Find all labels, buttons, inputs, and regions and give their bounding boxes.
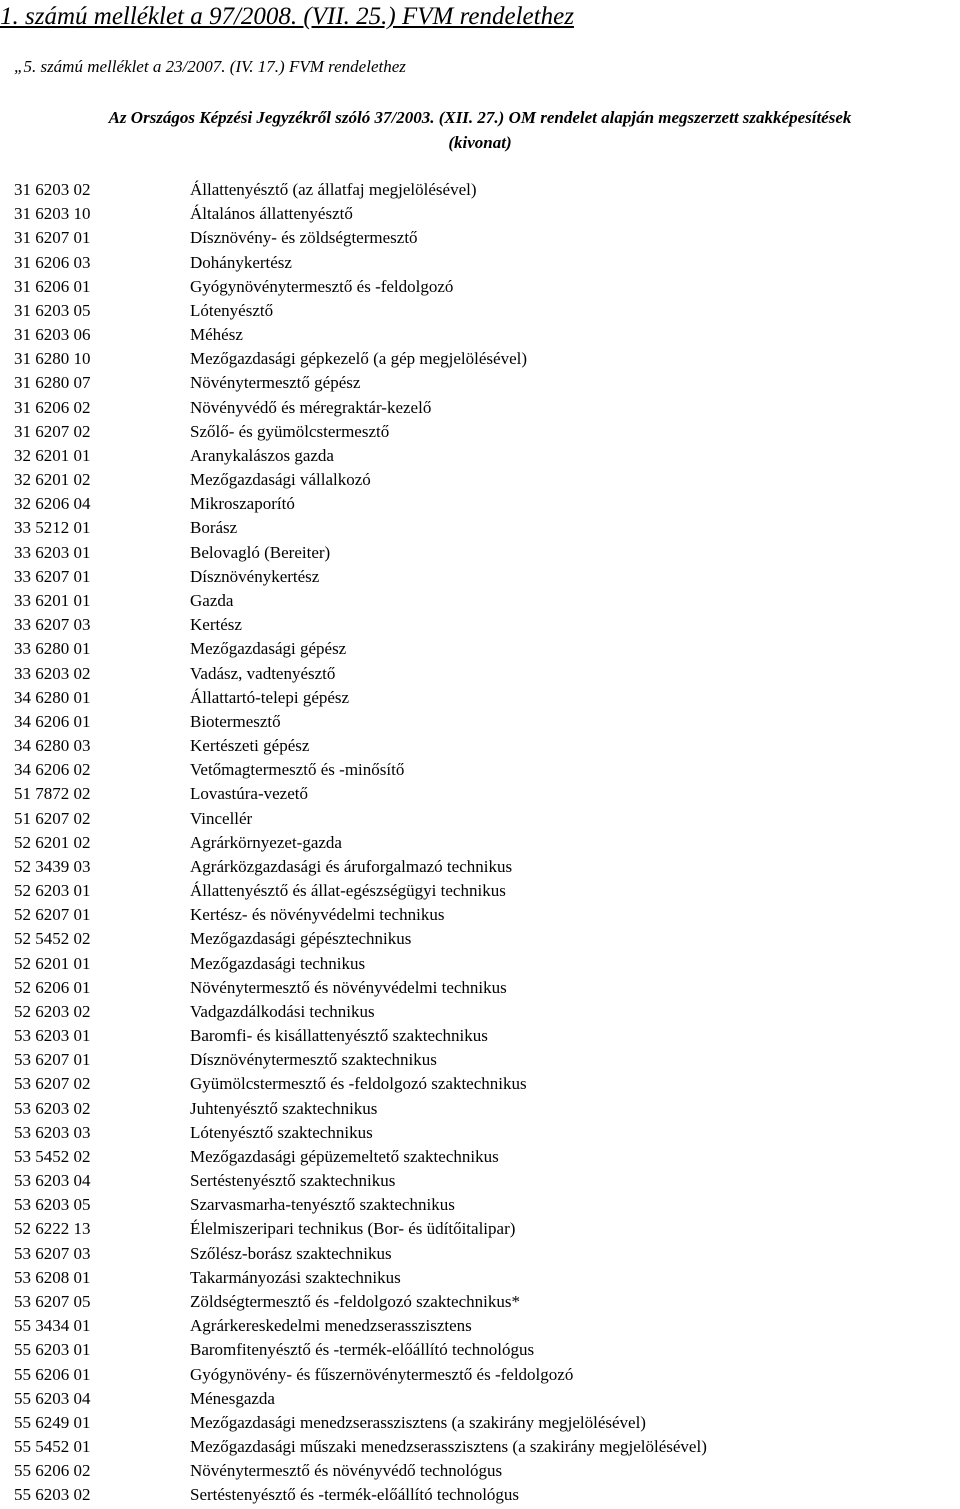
- qualification-row: [14, 251, 944, 275]
- qualification-row: [14, 202, 944, 226]
- qualification-row: [14, 275, 944, 299]
- qualification-row: [14, 1072, 944, 1096]
- qualification-name: Dísznövénytermesztő szaktechnikus: [190, 1050, 437, 1070]
- qualification-row: [14, 468, 944, 492]
- qualification-row: [14, 1314, 944, 1338]
- qualification-code: 31 6203 06: [14, 325, 91, 345]
- qualification-code: 31 6203 02: [14, 180, 91, 200]
- qualification-code: 53 6208 01: [14, 1267, 91, 1287]
- qualification-name: Juhtenyésztő szaktechnikus: [190, 1098, 378, 1118]
- document-title: 1. számú melléklet a 97/2008. (VII. 25.) FVM rendelethez: [0, 3, 574, 30]
- qualification-code: 33 6280 01: [14, 639, 91, 659]
- qualification-code: 55 5452 01: [14, 1437, 91, 1457]
- qualification-row: [14, 855, 944, 879]
- qualification-code: 34 6280 03: [14, 736, 91, 756]
- qualification-name: Dohánykertész: [190, 252, 292, 272]
- qualification-row: [14, 879, 944, 903]
- qualification-name: Mezőgazdasági gépüzemeltető szaktechnikus: [190, 1146, 499, 1166]
- qualification-row: [14, 589, 944, 613]
- qualification-code: 31 6206 02: [14, 397, 91, 417]
- qualification-row: [14, 347, 944, 371]
- qualification-code: 33 5212 01: [14, 518, 91, 538]
- qualification-code: 52 6201 02: [14, 832, 91, 852]
- qualification-name: Mezőgazdasági gépkezelő (a gép megjelölésével): [190, 349, 528, 369]
- qualification-code: 31 6206 01: [14, 276, 91, 296]
- list-heading-note: (kivonat): [448, 133, 512, 152]
- qualification-row: [14, 420, 944, 444]
- qualification-code: 31 6207 01: [14, 228, 91, 248]
- qualification-code: 52 3439 03: [14, 856, 91, 876]
- qualification-code: 53 6203 04: [14, 1171, 91, 1191]
- qualification-name: Szőlész-borász szaktechnikus: [190, 1243, 392, 1263]
- qualification-code: 53 6203 02: [14, 1098, 91, 1118]
- qualification-name: Szarvasmarha-tenyésztő szaktechnikus: [190, 1195, 455, 1215]
- qualification-code: 55 6203 04: [14, 1388, 91, 1408]
- qualification-name: Belovagló (Bereiter): [190, 542, 331, 562]
- qualification-name: Vadász, vadtenyésztő: [190, 663, 336, 683]
- qualification-name: Agrárkereskedelmi menedzserasszisztens: [190, 1316, 472, 1336]
- qualification-code: 52 6201 01: [14, 953, 91, 973]
- qualification-name: Dísznövénykertész: [190, 566, 320, 586]
- qualification-name: Gyógynövény- és fűszernövénytermesztő és -feldolgozó: [190, 1364, 574, 1384]
- qualification-row: [14, 927, 944, 951]
- qualification-name: Állattenyésztő és állat-egészségügyi technikus: [190, 881, 506, 901]
- qualification-name: Baromfitenyésztő és -termék-előállító technológus: [190, 1340, 535, 1360]
- qualification-name: Mezőgazdasági menedzserasszisztens (a szakirány megjelölésével): [190, 1412, 646, 1432]
- qualification-name: Állattenyésztő (az állatfaj megjelölésével): [190, 180, 477, 200]
- qualification-row: [14, 1169, 944, 1193]
- qualification-row: [14, 396, 944, 420]
- qualification-code: 55 6203 02: [14, 1485, 91, 1505]
- qualification-name: Mezőgazdasági műszaki menedzserasszisztens (a szakirány megjelölésével): [190, 1437, 707, 1457]
- qualification-code: 31 6280 10: [14, 349, 91, 369]
- qualification-row: [14, 541, 944, 565]
- qualification-row: [14, 1459, 944, 1483]
- qualification-code: 31 6203 10: [14, 204, 91, 224]
- qualification-name: Mezőgazdasági gépésztechnikus: [190, 929, 412, 949]
- qualification-row: [14, 686, 944, 710]
- qualification-code: 55 6203 01: [14, 1340, 91, 1360]
- qualification-name: Kertész: [190, 615, 242, 635]
- qualification-code: 32 6201 02: [14, 470, 91, 490]
- qualification-name: Növényvédő és méregraktár-kezelő: [190, 397, 432, 417]
- qualification-row: [14, 661, 944, 685]
- qualification-code: 52 6222 13: [14, 1219, 91, 1239]
- qualification-row: [14, 976, 944, 1000]
- qualification-row: [14, 1362, 944, 1386]
- qualification-code: 55 6249 01: [14, 1412, 91, 1432]
- qualification-code: 51 6207 02: [14, 808, 91, 828]
- qualification-row: [14, 952, 944, 976]
- qualification-name: Kertész- és növényvédelmi technikus: [190, 905, 445, 925]
- qualification-name: Vincellér: [190, 808, 253, 828]
- qualification-name: Mezőgazdasági vállalkozó: [190, 470, 371, 490]
- qualification-row: [14, 1411, 944, 1435]
- qualification-row: [14, 1242, 944, 1266]
- qualification-row: [14, 1097, 944, 1121]
- qualification-name: Lovastúra-vezető: [190, 784, 308, 804]
- qualification-row: [14, 299, 944, 323]
- qualification-name: Általános állattenyésztő: [190, 204, 353, 224]
- qualification-code: 31 6203 05: [14, 300, 91, 320]
- qualification-code: 33 6207 01: [14, 566, 91, 586]
- qualification-name: Baromfi- és kisállattenyésztő szaktechnikus: [190, 1026, 488, 1046]
- qualification-name: Élelmiszeripari technikus (Bor- és üdítőitalipar): [190, 1219, 516, 1239]
- qualification-row: [14, 323, 944, 347]
- qualification-name: Növénytermesztő gépész: [190, 373, 361, 393]
- qualification-row: [14, 903, 944, 927]
- document-subtitle: „5. számú melléklet a 23/2007. (IV. 17.) FVM rendelethez: [14, 57, 406, 76]
- qualification-row: [14, 1000, 944, 1024]
- qualification-name: Sertéstenyésztő szaktechnikus: [190, 1171, 396, 1191]
- qualification-row: [14, 1387, 944, 1411]
- qualification-name: Agrárkörnyezet-gazda: [190, 832, 342, 852]
- qualification-row: [14, 831, 944, 855]
- qualification-code: 31 6206 03: [14, 252, 91, 272]
- qualification-code: 32 6206 04: [14, 494, 91, 514]
- qualification-code: 53 6207 01: [14, 1050, 91, 1070]
- qualification-row: [14, 492, 944, 516]
- qualification-row: [14, 1266, 944, 1290]
- qualification-row: [14, 1217, 944, 1241]
- qualification-row: [14, 371, 944, 395]
- qualification-code: 51 7872 02: [14, 784, 91, 804]
- qualification-code: 34 6206 02: [14, 760, 91, 780]
- qualification-code: 53 6203 03: [14, 1122, 91, 1142]
- qualification-code: 55 6206 02: [14, 1461, 91, 1481]
- qualification-code: 31 6207 02: [14, 421, 91, 441]
- qualification-name: Növénytermesztő és növényvédő technológus: [190, 1461, 503, 1481]
- qualification-name: Állattartó-telepi gépész: [190, 687, 350, 707]
- qualification-name: Mezőgazdasági technikus: [190, 953, 366, 973]
- qualification-row: [14, 1435, 944, 1459]
- qualification-code: 34 6280 01: [14, 687, 91, 707]
- qualification-code: 33 6201 01: [14, 591, 91, 610]
- qualification-code: 33 6207 03: [14, 615, 91, 635]
- qualification-row: [14, 1290, 944, 1314]
- qualification-code: 52 6203 01: [14, 881, 91, 901]
- qualification-name: Vadgazdálkodási technikus: [190, 1001, 375, 1021]
- qualification-row: [14, 806, 944, 830]
- qualification-row: [14, 565, 944, 589]
- qualification-row: [14, 637, 944, 661]
- qualification-code: 53 6207 03: [14, 1243, 91, 1263]
- qualification-code: 52 6203 02: [14, 1001, 91, 1021]
- qualification-code: 33 6203 01: [14, 542, 91, 562]
- qualification-name: Vetőmagtermesztő és -minősítő: [190, 760, 405, 780]
- qualification-name: Lótenyésztő szaktechnikus: [190, 1122, 373, 1142]
- list-heading: Az Országos Képzési Jegyzékről szóló 37/2003. (XII. 27.) OM rendelet alapján megszerzett szakképesítések: [108, 108, 852, 127]
- qualification-row: [14, 226, 944, 250]
- qualification-name: Gyümölcstermesztő és -feldolgozó szaktechnikus: [190, 1074, 527, 1094]
- qualification-name: Gazda: [190, 591, 234, 610]
- qualification-name: Biotermesztő: [190, 711, 281, 731]
- qualification-name: Szőlő- és gyümölcstermesztő: [190, 421, 390, 441]
- qualification-code: 53 6203 05: [14, 1195, 91, 1215]
- qualification-name: Méhész: [190, 325, 243, 345]
- qualification-code: 53 5452 02: [14, 1146, 91, 1166]
- qualification-row: [14, 758, 944, 782]
- qualification-code: 52 6206 01: [14, 977, 91, 997]
- qualification-name: Takarmányozási szaktechnikus: [190, 1267, 401, 1287]
- qualification-name: Borász: [190, 518, 238, 538]
- qualification-list: [14, 178, 944, 1507]
- qualification-row: [14, 1145, 944, 1169]
- qualification-row: [14, 710, 944, 734]
- qualification-name: Ménesgazda: [190, 1388, 275, 1408]
- qualification-code: 53 6203 01: [14, 1026, 91, 1046]
- qualification-name: Zöldségtermesztő és -feldolgozó szaktechnikus*: [190, 1291, 520, 1311]
- qualification-name: Növénytermesztő és növényvédelmi technikus: [190, 977, 507, 997]
- qualification-name: Mezőgazdasági gépész: [190, 639, 347, 659]
- qualification-code: 32 6201 01: [14, 445, 91, 465]
- qualification-name: Aranykalászos gazda: [190, 445, 334, 465]
- qualification-code: 31 6280 07: [14, 373, 91, 393]
- qualification-row: [14, 734, 944, 758]
- qualification-row: [14, 782, 944, 806]
- qualification-code: 55 3434 01: [14, 1316, 91, 1336]
- qualification-name: Sertéstenyésztő és -termék-előállító technológus: [190, 1485, 520, 1505]
- qualification-code: 53 6207 02: [14, 1074, 91, 1094]
- qualification-row: [14, 1048, 944, 1072]
- qualification-row: [14, 444, 944, 468]
- qualification-row: [14, 1483, 944, 1507]
- qualification-row: [14, 516, 944, 540]
- qualification-row: [14, 1193, 944, 1217]
- qualification-row: [14, 1121, 944, 1145]
- qualification-code: 33 6203 02: [14, 663, 91, 683]
- qualification-code: 34 6206 01: [14, 711, 91, 731]
- qualification-row: [14, 1024, 944, 1048]
- qualification-name: Gyógynövénytermesztő és -feldolgozó: [190, 276, 454, 296]
- qualification-name: Dísznövény- és zöldségtermesztő: [190, 228, 418, 248]
- qualification-name: Kertészeti gépész: [190, 736, 310, 756]
- qualification-code: 53 6207 05: [14, 1291, 91, 1311]
- qualification-code: 52 5452 02: [14, 929, 91, 949]
- qualification-row: [14, 1338, 944, 1362]
- qualification-code: 52 6207 01: [14, 905, 91, 925]
- qualification-row: [14, 613, 944, 637]
- qualification-name: Mikroszaporító: [190, 494, 295, 514]
- qualification-row: [14, 178, 944, 202]
- qualification-name: Agrárközgazdasági és áruforgalmazó technikus: [190, 856, 513, 876]
- qualification-name: Lótenyésztő: [190, 300, 274, 320]
- qualification-code: 55 6206 01: [14, 1364, 91, 1384]
